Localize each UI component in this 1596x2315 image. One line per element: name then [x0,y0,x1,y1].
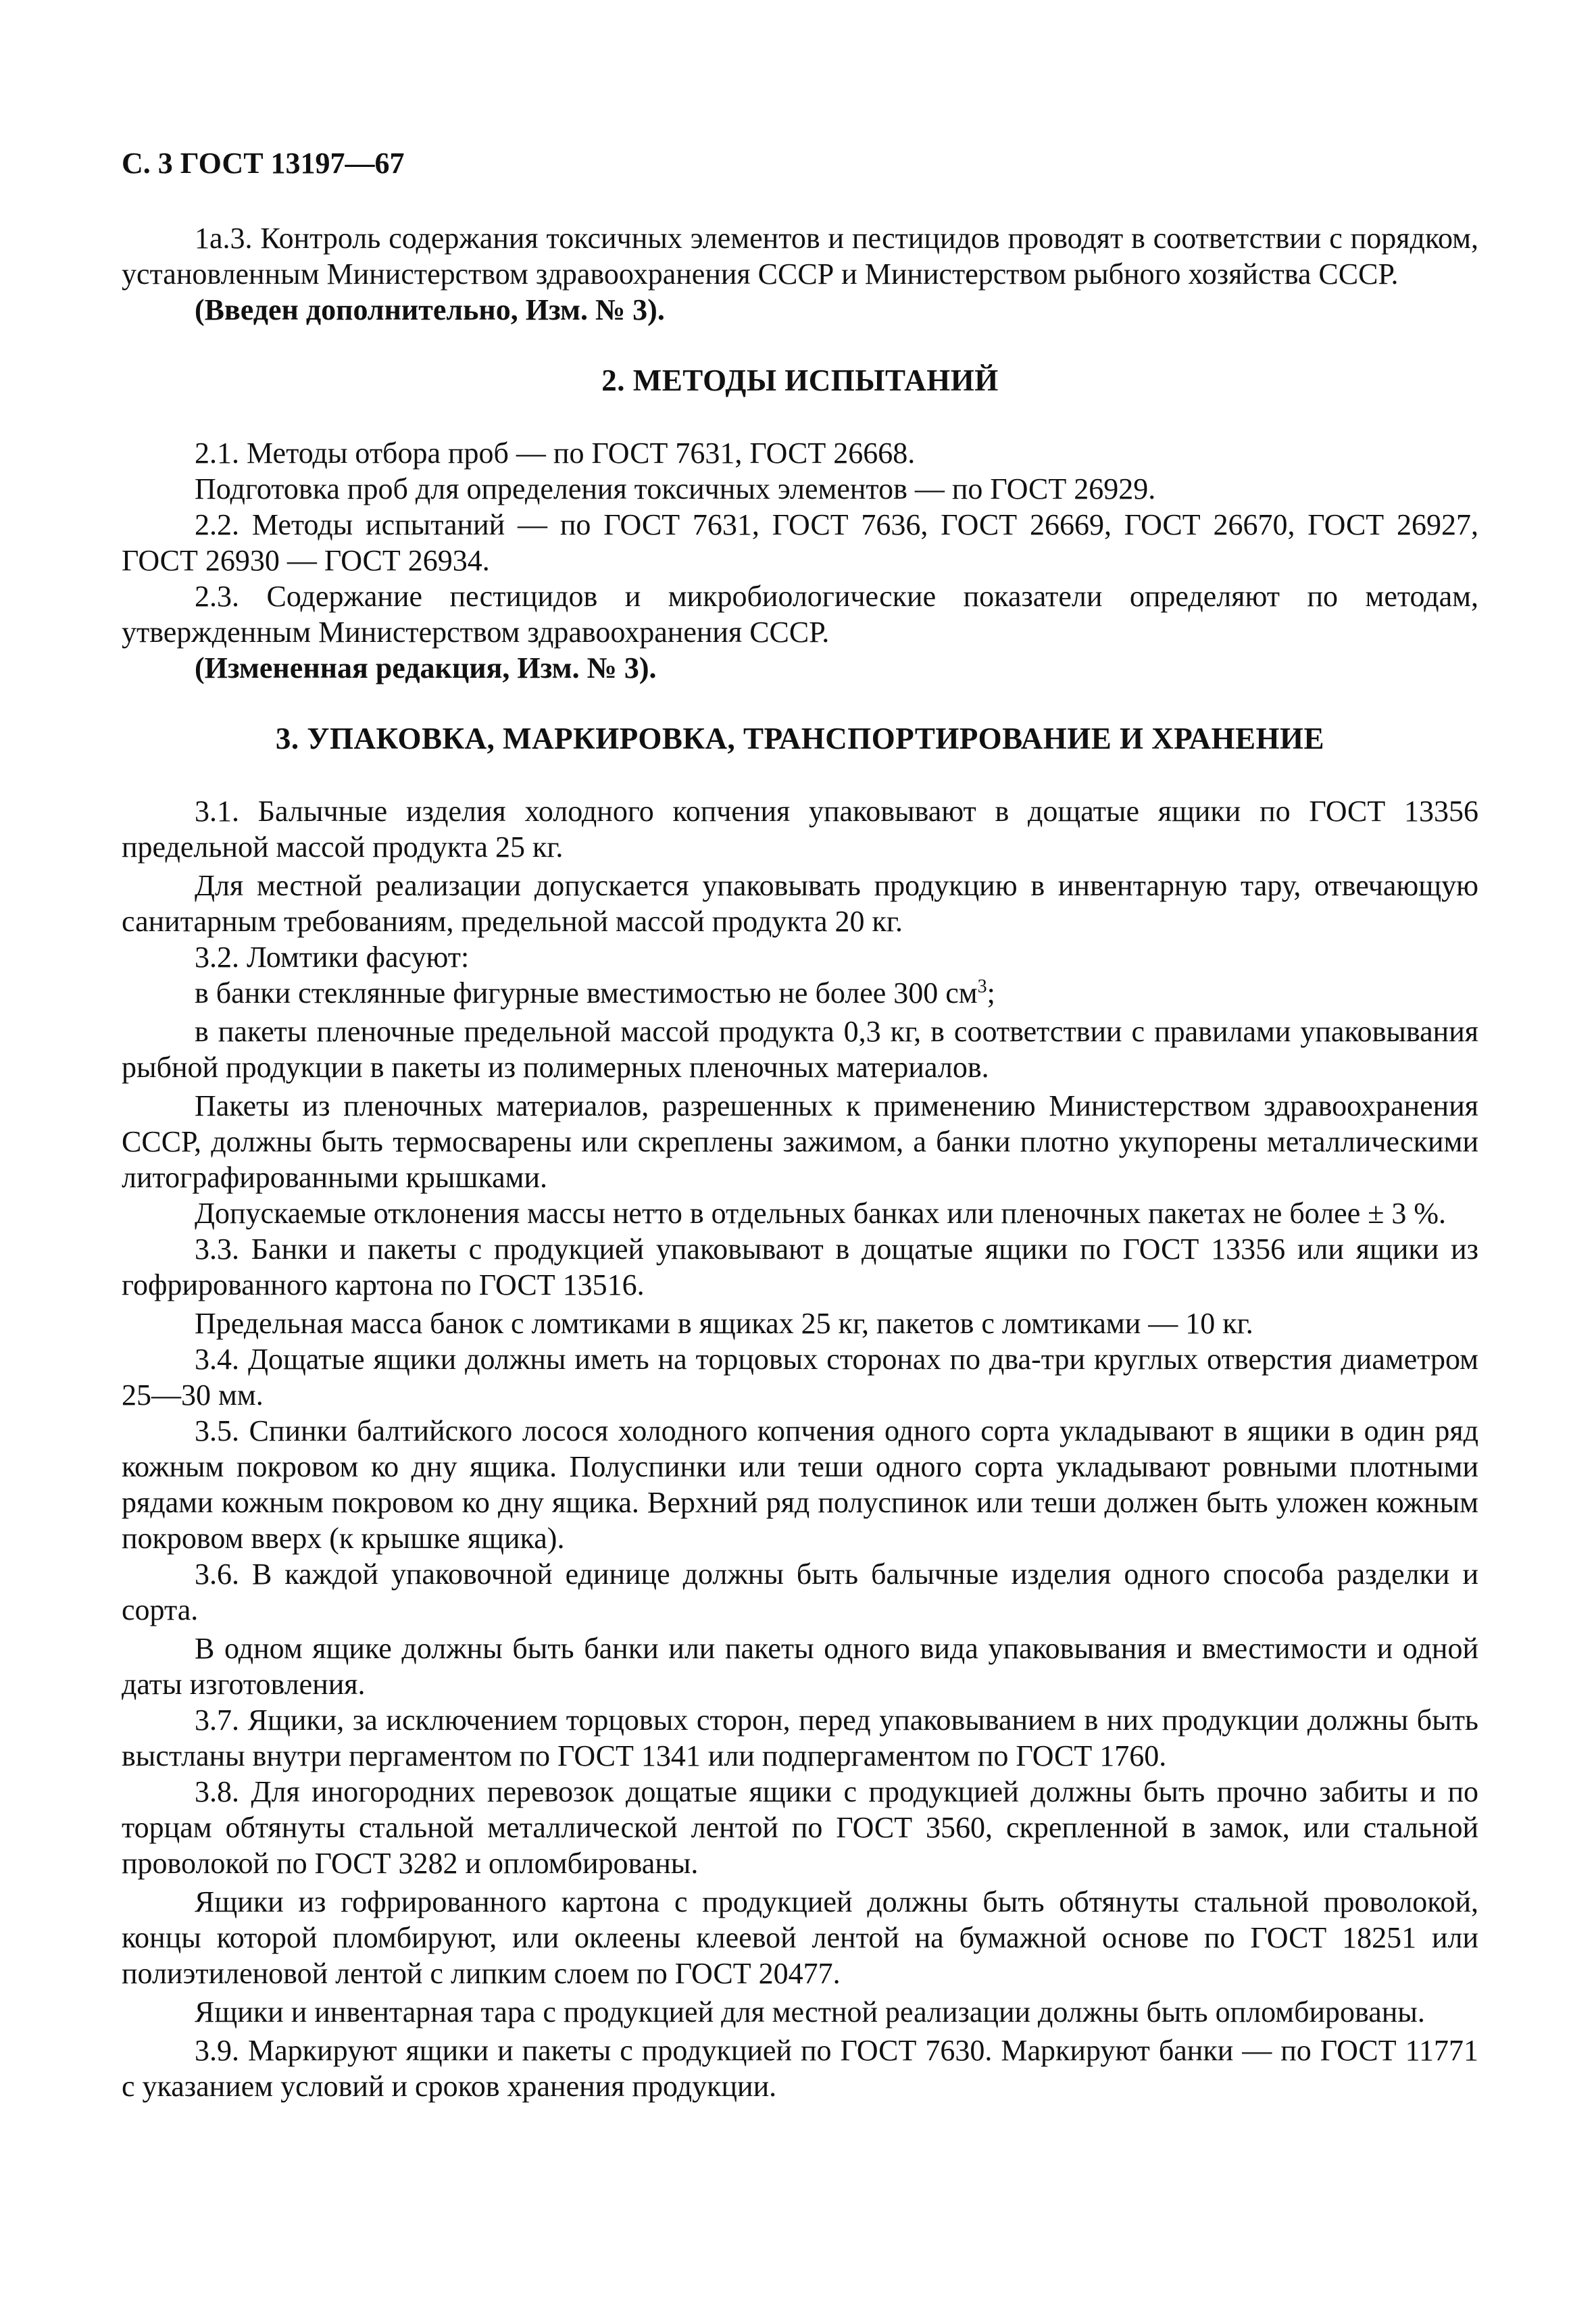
paragraph-2-1: 2.1. Методы отбора проб — по ГОСТ 7631, ГОСТ 26668. [195,437,916,470]
paragraph-3-8b: Ящики из гофрированного картона с продукцией должны быть обтянуты стальной проволокой, концы которой пломбируют, или оклеены клеевой лентой на бумажной основе по ГОСТ 18251 или полиэтиленовой лентой с липким слоем по ГОСТ 20477. [122,1885,1478,1990]
paragraph-3-7: 3.7. Ящики, за исключением торцовых сторон, перед упаковыванием в них продукции должны быть выстланы внутри пергаментом по ГОСТ 1341 или подпергаментом по ГОСТ 1760. [122,1703,1478,1772]
paragraph-3-1b: Для местной реализации допускается упаковывать продукцию в инвентарную тару, отвечающую санитарным требованиям, предельной массой продукта 20 кг. [122,869,1478,938]
paragraph-3-9: 3.9. Маркируют ящики и пакеты с продукцией по ГОСТ 7630. Маркируют банки — по ГОСТ 11771 с указанием условий и сроков хранения продукции. [122,2034,1478,2103]
paragraph-3-1: 3.1. Балычные изделия холодного копчения упаковывают в дощатые ящики по ГОСТ 13356 предельной массой продукта 25 кг. [122,795,1478,864]
paragraph-3-2a-text: в банки стеклянные фигурные вместимостью не более 300 см [195,976,978,1010]
paragraph-3-2b: в пакеты пленочные предельной массой продукта 0,3 кг, в соответствии с правилами упаковывания рыбной продукции в пакеты из полимерных пленочных материалов. [122,1015,1478,1084]
paragraph-3-6b: В одном ящике должны быть банки или пакеты одного вида упаковывания и вместимости и одной даты изготовления. [122,1632,1478,1701]
paragraph-3-3b: Предельная масса банок с ломтиками в ящиках 25 кг, пакетов с ломтиками — 10 кг. [195,1307,1253,1340]
paragraph-3-5: 3.5. Спинки балтийского лосося холодного копчения одного сорта укладывают в ящики в один ряд кожным покровом ко дну ящика. Полуспинки или теши одного сорта укладывают ровными плотными рядами кожным покровом ко дну ящика. Верхний ряд полуспинок или теши должен быть уложен кожным покровом вверх (к крышке ящика). [122,1414,1478,1555]
paragraph-3-2: 3.2. Ломтики фасуют: [195,941,470,974]
section-3-title: 3. УПАКОВКА, МАРКИРОВКА, ТРАНСПОРТИРОВАНИЕ И ХРАНЕНИЕ [275,722,1325,755]
amendment-note-1a: (Введен дополнительно, Изм. № 3). [195,293,665,326]
paragraph-3-2c: Пакеты из пленочных материалов, разрешенных к применению Министерством здравоохранения СССР, должны быть термосварены или скреплены зажимом, а банки плотно укупорены металлическими литографированными крышками. [122,1089,1478,1194]
paragraph-3-6: 3.6. В каждой упаковочной единице должны быть балычные изделия одного способа разделки и сорта. [122,1558,1478,1626]
page-header: С. 3 ГОСТ 13197—67 [122,147,405,180]
paragraph-3-2d: Допускаемые отклонения массы нетто в отдельных банках или пленочных пакетах не более ± 3 %. [195,1197,1447,1230]
paragraph-3-4: 3.4. Дощатые ящики должны иметь на торцовых сторонах по два-три круглых отверстия диаметром 25—30 мм. [122,1343,1478,1412]
paragraph-3-2a [122,975,1478,1011]
paragraph-3-3: 3.3. Банки и пакеты с продукцией упаковывают в дощатые ящики по ГОСТ 13356 или ящики из гофрированного картона по ГОСТ 13516. [122,1233,1478,1301]
paragraph-3-2a-end: ; [987,976,995,1010]
paragraph-3-8c: Ящики и инвентарная тара с продукцией для местной реализации должны быть опломбированы. [195,1995,1425,2028]
section-2-title: 2. МЕТОДЫ ИСПЫТАНИЙ [601,364,999,397]
paragraph-3-8: 3.8. Для иногородних перевозок дощатые ящики с продукцией должны быть прочно забиты и по торцам обтянуты стальной металлической лентой по ГОСТ 3560, скрепленной в замок, или стальной проволокой по ГОСТ 3282 и опломбированы. [122,1775,1478,1880]
paragraph-2-3: 2.3. Содержание пестицидов и микробиологические показатели определяют по методам, утвержденным Министерством здравоохранения СССР. [122,580,1478,649]
paragraph-2-2: 2.2. Методы испытаний — по ГОСТ 7631, ГОСТ 7636, ГОСТ 26669, ГОСТ 26670, ГОСТ 26927, ГОСТ 26930 — ГОСТ 26934. [122,508,1478,577]
paragraph-2-1b: Подготовка проб для определения токсичных элементов — по ГОСТ 26929. [195,472,1156,505]
amendment-note-2: (Измененная редакция, Изм. № 3). [195,651,657,684]
superscript-cubed: 3 [977,976,987,997]
document-page [122,145,1478,2104]
paragraph-1a3: 1а.3. Контроль содержания токсичных элементов и пестицидов проводят в соответствии с порядком, установленным Министерством здравоохранения СССР и Министерством рыбного хозяйства СССР. [122,222,1478,291]
